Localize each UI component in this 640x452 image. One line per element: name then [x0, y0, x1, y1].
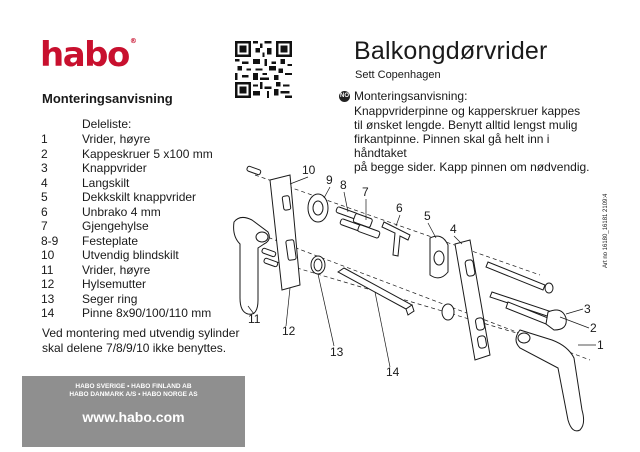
part-11-handle — [234, 217, 270, 314]
website-link[interactable]: www.habo.com — [82, 409, 185, 425]
parts-list-item: 5 Dekkskilt knappvrider — [41, 190, 197, 204]
callout-7: 7 — [362, 185, 369, 199]
norway-badge-icon: NO — [339, 91, 350, 102]
page-subtitle: Sett Copenhagen — [355, 69, 441, 81]
parts-list-item: 6 Unbrako 4 mm — [41, 204, 161, 219]
parts-list — [41, 132, 213, 321]
callout-5: 5 — [424, 209, 431, 223]
parts-list-heading: Deleliste: — [82, 117, 132, 131]
parts-list-item: 4 Langskilt — [41, 175, 130, 190]
parts-list-item: 1 Vrider, høyre — [41, 132, 151, 146]
parts-list-item: 2 Kappeskruer 5 x100 mm — [41, 146, 213, 161]
parts-list-item: 12 Hylsemutter — [41, 277, 147, 291]
parts-list-item: 14 Pinne 8x90/100/110 mm — [41, 306, 212, 320]
callout-11: 11 — [248, 312, 261, 326]
part-6-allen-key — [382, 222, 410, 256]
page-title: Balkongdørvrider — [354, 37, 548, 65]
parts-list-item: 8-9 Festeplate — [41, 233, 139, 248]
part-5-cover-plate — [430, 236, 448, 278]
article-number: Art no 16180_16181 2109:4 — [603, 193, 609, 268]
parts-list-item: 10 Utvendig blindskilt — [41, 248, 179, 262]
callout-12: 12 — [282, 324, 296, 338]
part-4-long-plate — [455, 240, 490, 360]
callout-3: 3 — [584, 302, 591, 316]
callout-10: 10 — [302, 163, 316, 177]
parts-list-item: 13 Seger ring — [41, 291, 138, 306]
qr-code[interactable] — [235, 41, 292, 98]
instructions-heading: NO Monteringsanvisning: — [340, 89, 468, 103]
callout-13: 13 — [330, 345, 344, 359]
callout-8: 8 — [340, 178, 347, 192]
callout-9: 9 — [326, 173, 333, 187]
footer-companies-line1: HABO SVERIGE • HABO FINLAND AB — [75, 383, 192, 390]
parts-list-item: 7 Gjengehylse — [41, 219, 149, 233]
mounting-instructions-label: Monteringsanvisning — [42, 91, 173, 106]
part-1-handle — [516, 330, 584, 431]
exploded-assembly-drawing — [220, 155, 620, 445]
assembly-axis-lines — [255, 175, 590, 360]
part-10-blind-plate — [270, 175, 300, 290]
part-14-square-pin — [338, 268, 414, 315]
callout-2: 2 — [590, 321, 597, 335]
callout-6: 6 — [396, 201, 403, 215]
instructions-text: Knappvriderpinne og kapperskruer kappes til ønsket lengde. Benytt alltid lengst mulig firkantpinne. Pinnen skal gå helt inn i håndtaket på begge sider. Kapp pinnen om nødvendig. — [354, 104, 590, 174]
footer-banner — [22, 376, 245, 447]
cylinder-note: Ved montering med utvendig sylinder skal delene 7/8/9/10 ikke benyttes. — [42, 326, 240, 355]
parts-list-item: 3 Knappvrider — [41, 161, 147, 175]
parts-list-item: 11 Vrider, høyre — [41, 262, 151, 277]
footer-companies-line2: HABO DANMARK A/S • HABO NORGE AS — [69, 391, 198, 398]
callout-1: 1 — [597, 338, 604, 352]
callout-4: 4 — [450, 222, 457, 236]
callout-14: 14 — [386, 365, 400, 379]
habo-logo: habo® — [40, 35, 137, 75]
